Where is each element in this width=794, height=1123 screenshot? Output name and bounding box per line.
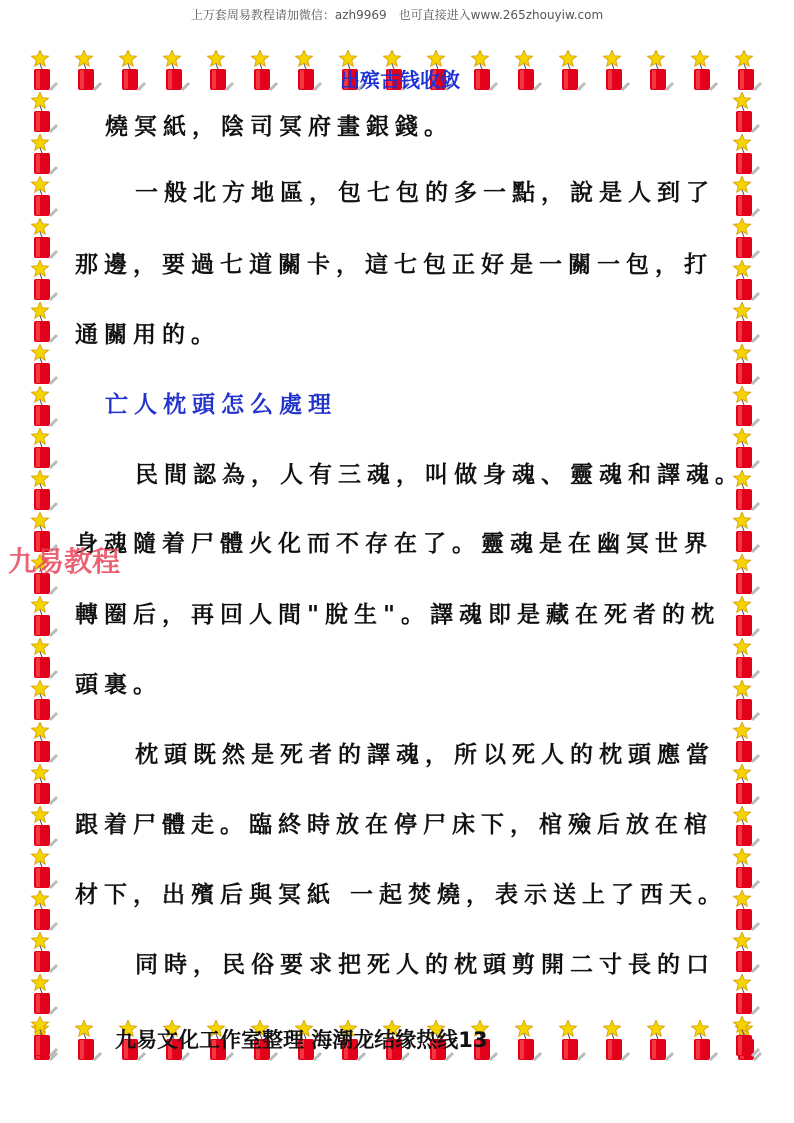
firecracker-star-icon: [28, 428, 58, 470]
firecracker-star-icon: [730, 386, 760, 428]
firecracker-star-icon: [28, 134, 58, 176]
firecracker-star-icon: [600, 50, 630, 92]
firecracker-star-icon: [730, 596, 760, 638]
firecracker-star-icon: [28, 176, 58, 218]
firecracker-star-icon: [28, 932, 58, 974]
firecracker-star-icon: [28, 974, 58, 1016]
firecracker-star-icon: [116, 50, 146, 92]
paragraph-line: 一般北方地區，包七包的多一點，說是人到了: [135, 179, 715, 206]
firecracker-star-icon: [72, 1020, 102, 1062]
firecracker-star-icon: [204, 50, 234, 92]
firecracker-star-icon: [730, 344, 760, 386]
firecracker-star-icon: [512, 50, 542, 92]
firecracker-star-icon: [730, 932, 760, 974]
firecracker-star-icon: [644, 50, 674, 92]
firecracker-star-icon: [732, 50, 762, 92]
firecracker-star-icon: [28, 302, 58, 344]
paragraph-line: 燒冥紙，陰司冥府畫銀錢。: [105, 113, 453, 140]
footer-text: 九易文化工作室整理 海潮龙结缘热线13: [115, 1028, 488, 1052]
firecracker-star-icon: [28, 260, 58, 302]
firecracker-star-icon: [730, 722, 760, 764]
paragraph-line: 身魂隨着尸體火化而不存在了。靈魂是在幽冥世界: [75, 530, 713, 557]
firecracker-star-icon: [730, 302, 760, 344]
paragraph-line: 材下，出殯后與冥紙 一起焚燒，表示送上了西天。: [75, 881, 728, 908]
paragraph-line: 轉圈后，再回人間"脫生"。譯魂即是藏在死者的枕: [75, 601, 720, 628]
firecracker-star-icon: [730, 554, 760, 596]
firecracker-star-icon: [688, 50, 718, 92]
firecracker-star-icon: [248, 50, 278, 92]
firecracker-star-icon: [28, 470, 58, 512]
firecracker-star-icon: [28, 764, 58, 806]
firecracker-star-icon: [72, 50, 102, 92]
watermark-logo: 九易教程: [8, 545, 121, 578]
top-notice: 上万套周易教程请加微信：azh9969 也可直接进入www.265zhouyiw.com: [190, 8, 604, 22]
firecracker-star-icon: [730, 974, 760, 1016]
firecracker-star-icon: [28, 638, 58, 680]
firecracker-star-icon: [730, 218, 760, 260]
paragraph-line: 頭裏。: [75, 671, 162, 698]
paragraph-line: 同時，民俗要求把死人的枕頭剪開二寸長的口: [135, 951, 715, 978]
paragraph-line: 通關用的。: [75, 321, 220, 348]
firecracker-star-icon: [730, 176, 760, 218]
firecracker-star-icon: [28, 890, 58, 932]
firecracker-star-icon: [730, 848, 760, 890]
firecracker-star-icon: [160, 50, 190, 92]
paragraph-line: 民間認為，人有三魂，叫做身魂、靈魂和譯魂。: [135, 461, 744, 488]
firecracker-star-icon: [556, 50, 586, 92]
firecracker-star-icon: [28, 1016, 58, 1058]
firecracker-star-icon: [28, 722, 58, 764]
firecracker-star-icon: [28, 50, 58, 92]
firecracker-star-icon: [730, 680, 760, 722]
firecracker-star-icon: [730, 92, 760, 134]
firecracker-star-icon: [730, 890, 760, 932]
firecracker-star-icon: [28, 386, 58, 428]
firecracker-star-icon: [28, 848, 58, 890]
firecracker-star-icon: [28, 92, 58, 134]
firecracker-star-icon: [730, 134, 760, 176]
paragraph-line: 枕頭既然是死者的譯魂，所以死人的枕頭應當: [135, 741, 715, 768]
firecracker-star-icon: [28, 344, 58, 386]
paragraph-line: 那邊，要過七道關卡，這七包正好是一關一包，打: [75, 251, 713, 278]
firecracker-star-icon: [730, 1016, 760, 1058]
paragraph-line: 跟着尸體走。臨終時放在停尸床下，棺殮后放在棺: [75, 811, 713, 838]
firecracker-star-icon: [28, 218, 58, 260]
firecracker-star-icon: [730, 260, 760, 302]
firecracker-star-icon: [730, 512, 760, 554]
header-title: 出殡古钱收敛: [340, 68, 460, 92]
section-heading: 亡人枕頭怎么處理: [105, 391, 337, 418]
firecracker-star-icon: [28, 806, 58, 848]
firecracker-star-icon: [730, 764, 760, 806]
firecracker-star-icon: [730, 806, 760, 848]
firecracker-star-icon: [28, 596, 58, 638]
firecracker-star-icon: [28, 680, 58, 722]
firecracker-star-icon: [730, 638, 760, 680]
